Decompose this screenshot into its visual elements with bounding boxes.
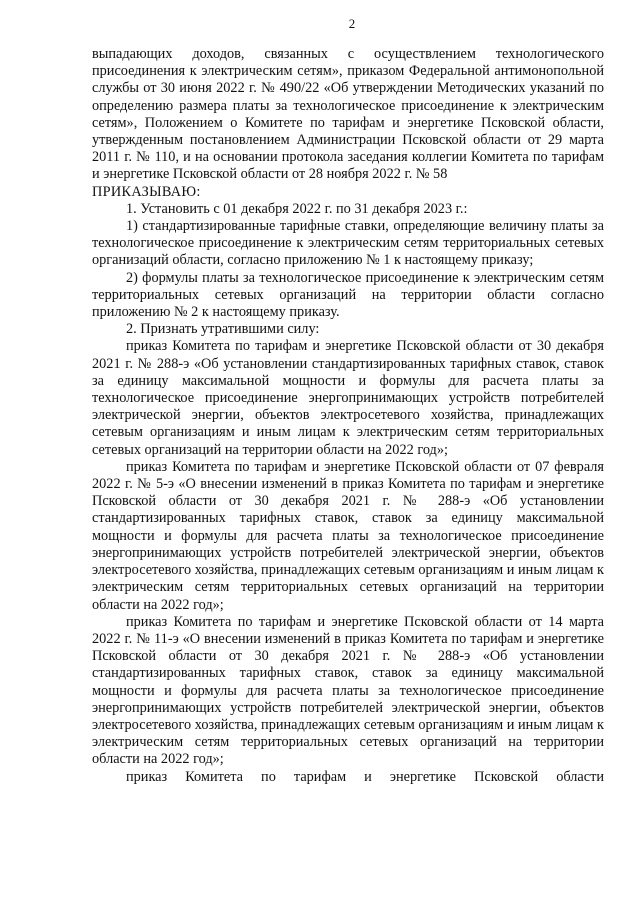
page-number: 2 [348, 16, 356, 31]
order-heading: ПРИКАЗЫВАЮ: [92, 183, 201, 200]
item-1-1: 1) стандартизированные тарифные ставки, определяющие величину платы за технологическое присоединение к электрическим сетям территориальных сетевых организаций области, согласно приложению № 1 к настоящему приказу; [92, 218, 604, 269]
item-1-2: 2) формулы платы за технологическое присоединение к электрическим сетям территориальных сетевых организаций на территории области согласно приложению № 2 к настоящему приказу. [92, 269, 604, 321]
repeal-order-2: приказ Комитета по тарифам и энергетике Псковской области от 07 февраля 2022 г. № 5-э «О внесении изменений в приказ Комитета по тарифам и энергетике Псковской области от 30 декабря 2021 г. № 288-э «Об установлении стандартизированных тарифных ставок, ставок за единицу максимальной мощности и формулы для расчета платы за технологическое присоединение энергопринимающих устройств потребителей электрической энергии, объектов электросетевого хозяйства, принадлежащих сетевым организациям и иным лицам к электрическим сетям территориальных сетевых организаций на территории области на 2022 год»; [92, 458, 604, 613]
item-1: 1. Установить с 01 декабря 2022 г. по 31 декабря 2023 г.: [126, 200, 468, 217]
document-body [92, 46, 604, 786]
item-2: 2. Признать утратившими силу: [126, 321, 320, 338]
repeal-order-4: приказ Комитета по тарифам и энергетике Псковской области [126, 768, 604, 785]
intro-paragraph: выпадающих доходов, связанных с осуществлением технологического присоединения к электрическим сетям», приказом Федеральной антимонопольной службы от 30 июня 2022 г. № 490/22 «Об утверждении Методических указаний по определению размера платы за технологическое присоединение к электрическим сетям», Положением о Комитете по тарифам и энергетике Псковской области, утвержденным постановлением Администрации Псковской области от 29 марта 2011 г. № 110, и на основании протокола заседания коллегии Комитета по тарифам и энергетике Псковской области от 28 ноября 2022 г. № 58 [92, 46, 604, 183]
repeal-order-3: приказ Комитета по тарифам и энергетике Псковской области от 14 марта 2022 г. № 11-э «О внесении изменений в приказ Комитета по тарифам и энергетике Псковской области от 30 декабря 2021 г. № 288-э «Об установлении стандартизированных тарифных ставок, ставок за единицу максимальной мощности и формулы для расчета платы за технологическое присоединение энергопринимающих устройств потребителей электрической энергии, объектов электросетевого хозяйства, принадлежащих сетевым организациям и иным лицам к электрическим сетям территориальных сетевых организаций на территории области на 2022 год»; [92, 613, 604, 768]
repeal-order-1: приказ Комитета по тарифам и энергетике Псковской области от 30 декабря 2021 г. № 288-э «Об установлении стандартизированных тарифных ставок, ставок за единицу максимальной мощности и формулы для расчета платы за технологическое присоединение энергопринимающих устройств потребителей электрической энергии, объектов электросетевого хозяйства, принадлежащих сетевым организациям и иным лицам к электрическим сетям территориальных сетевых организаций на территории области на 2022 год»; [92, 338, 604, 458]
